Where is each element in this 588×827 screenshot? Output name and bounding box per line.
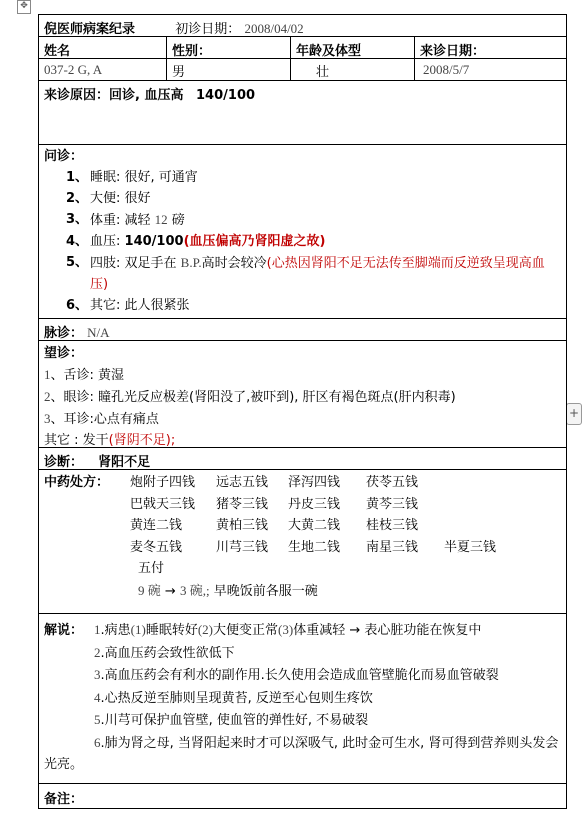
- explanation-line: 4.心热反逆至肺则呈现黄苔, 反逆至心包则生疼饮: [94, 689, 373, 706]
- explanation-line: 解说： 1.病患(1)睡眠转好(2)大便变正常(3)体重减轻 → 表心脏功能在恢复中: [44, 619, 561, 642]
- first-visit-label: 初诊日期：: [175, 22, 241, 37]
- build-value: 壮: [291, 59, 415, 80]
- list-item: 4、 血压: 140/100(血压偏高乃肾阳虚之故): [66, 234, 326, 249]
- explanation-line: 3.高血压药会有利水的副作用.长久使用会造成血管壁脆化而易血管破裂: [94, 667, 499, 683]
- list-item: 3、 体重: 减轻 12 磅: [66, 212, 185, 228]
- herb-row: 巴戟天三钱 猪苓三钱 丹皮三钱 黄芩三钱: [130, 496, 419, 512]
- explanation-line: 6.肺为肾之母, 当肾阳起来时才可以深吸气, 此时金可生水, 肾可得到营养则头发会光亮。: [44, 734, 559, 772]
- diagnosis-label: 诊断：: [44, 455, 84, 470]
- info-label-row: [39, 37, 566, 59]
- patient-id: 037-2 G, A: [39, 59, 167, 80]
- pulse-row: [39, 319, 566, 341]
- gender-value: 男: [167, 59, 291, 80]
- name-label: 姓名: [39, 37, 167, 58]
- add-row-icon[interactable]: +: [566, 403, 582, 425]
- doses: 五付: [138, 561, 165, 576]
- remarks-row: [39, 784, 566, 808]
- explanation-line: 5.川芎可保护血管壁, 使血管的弹性好, 不易破裂: [94, 712, 369, 728]
- pulse-value: N/A: [87, 325, 110, 340]
- header-row: [39, 15, 566, 37]
- herb-row: 麦冬五钱 川芎三钱 生地二钱 南星三钱 半夏三钱: [130, 539, 497, 555]
- table-move-handle-icon[interactable]: ✥: [17, 0, 31, 14]
- herb-row: 炮附子四钱 远志五钱 泽泻四钱 茯苓五钱: [130, 475, 419, 490]
- observation-label: 望诊：: [44, 346, 84, 361]
- diagnosis-value: 肾阳不足: [98, 455, 151, 470]
- list-item: 3、耳诊:心点有痛点: [44, 411, 159, 427]
- inquiry-label: 问诊：: [44, 149, 84, 164]
- age-build-label: 年龄及体型: [291, 37, 415, 58]
- pulse-label: 脉诊：: [44, 326, 84, 341]
- reason-bp: 140/100: [196, 88, 256, 103]
- explanation-row: [39, 614, 566, 784]
- list-item: 6、 其它: 此人很紧张: [66, 298, 190, 313]
- diagnosis-row: [39, 448, 566, 470]
- reason-text: 回诊, 血压高: [109, 88, 184, 103]
- list-item: 2、眼诊: 瞳孔光反应极差(肾阳没了,被吓到), 肝区有褐色斑点(肝内积毒): [44, 389, 456, 405]
- medical-record-table: [38, 14, 567, 809]
- info-value-row: [39, 59, 566, 81]
- observation-other: 其它 : 发干(肾阴不足);: [44, 433, 176, 448]
- reason-row: [39, 81, 566, 145]
- herb-row: 黄连二钱 黄柏三钱 大黄二钱 桂枝三钱: [130, 518, 419, 533]
- inquiry-row: [39, 145, 566, 319]
- visit-date-label: 来诊日期：: [420, 44, 486, 59]
- prescription-row: [39, 470, 566, 614]
- visit-date-value: 2008/5/7: [423, 62, 470, 77]
- record-title: 倪医师病案纪录: [44, 22, 136, 37]
- list-item: 1、 睡眠: 很好, 可通宵: [66, 170, 198, 185]
- list-item: 2、 大便: 很好: [66, 191, 151, 206]
- list-item: 5、 四肢: 双足手在 B.P.高时会较冷(心热因肾阳不足无法传至脚端而反逆致呈现高血压): [66, 255, 545, 292]
- remarks-label: 备注：: [44, 792, 84, 807]
- prescription-label: 中药处方：: [44, 475, 110, 490]
- usage-instructions: 9 碗 → 3 碗,; 早晚饭前各服一碗: [138, 582, 318, 599]
- explanation-label: 解说：: [44, 623, 84, 638]
- gender-label: 性别：: [167, 37, 291, 58]
- list-item: 1、舌诊: 黄湿: [44, 367, 125, 383]
- observation-row: [39, 341, 566, 448]
- explanation-line: 2.高血压药会致性欲低下: [94, 644, 235, 661]
- reason-label: 来诊原因：: [44, 88, 110, 103]
- first-visit-date: 2008/04/02: [244, 21, 304, 36]
